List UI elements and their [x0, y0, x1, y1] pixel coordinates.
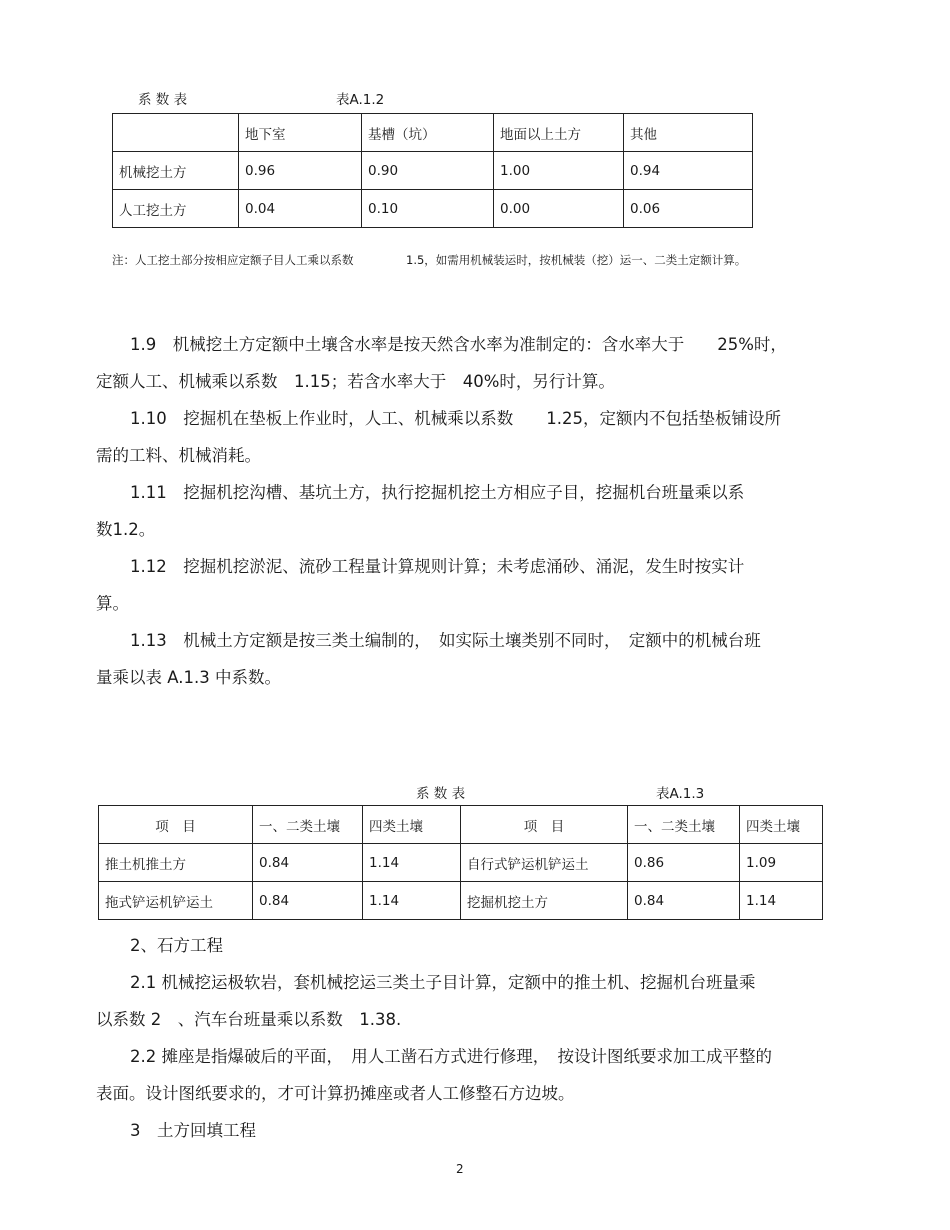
paragraph-line: 需的工料、机械消耗。 [96, 446, 261, 465]
row-label: 挖掘机挖土方 [461, 882, 628, 920]
table1-caption-right: 表A.1.2 [336, 92, 385, 108]
table-header-cell: 项 目 [461, 806, 628, 844]
table-header-cell: 地下室 [239, 114, 362, 152]
table-cell: 1.09 [740, 844, 823, 882]
table-cell: 0.96 [239, 152, 362, 190]
table-cell: 0.86 [628, 844, 740, 882]
paragraph-line: 1.9 机械挖土方定额中土壤含水率是按天然含水率为准制定的：含水率大于 25%时， [130, 335, 787, 354]
row-label: 自行式铲运机铲运土 [461, 844, 628, 882]
paragraph-line: 1.10 挖掘机在垫板上作业时，人工、机械乘以系数 1.25，定额内不包括垫板铺设所 [130, 409, 781, 428]
paragraph-1-10 [96, 400, 826, 474]
paragraph-1-11 [96, 474, 826, 548]
paragraph-line: 表面。设计图纸要求的，才可计算扔摊座或者人工修整石方边坡。 [96, 1084, 575, 1103]
table-cell: 0.90 [362, 152, 494, 190]
table-cell: 1.14 [363, 844, 461, 882]
paragraph-line: 2.2 摊座是指爆破后的平面， 用人工凿石方式进行修理， 按设计图纸要求加工成平整的 [130, 1047, 772, 1066]
table-cell: 0.94 [624, 152, 753, 190]
table2-caption-left: 系 数 表 [416, 786, 466, 802]
table-row [113, 152, 753, 190]
table-header-cell: 一、二类土壤 [628, 806, 740, 844]
table-header-cell: 项 目 [99, 806, 253, 844]
table2-caption-right: 表A.1.3 [656, 786, 705, 802]
paragraph-line: 算。 [96, 594, 129, 613]
table-header-cell: 四类土壤 [740, 806, 823, 844]
table-row [99, 844, 823, 882]
table1-note-part2: 1.5，如需用机械装运时，按机械装（挖）运一、二类土定额计算。 [406, 253, 747, 267]
paragraph-line: 数1.2。 [96, 520, 156, 539]
paragraph-line: 1.13 机械土方定额是按三类土编制的， 如实际土壤类别不同时， 定额中的机械台班 [130, 631, 761, 650]
page-number: 2 [456, 1162, 464, 1176]
paragraph-line: 1.11 挖掘机挖沟槽、基坑土方，执行挖掘机挖土方相应子目，挖掘机台班量乘以系 [130, 483, 745, 502]
table-row [99, 806, 823, 844]
table-header-cell: 其他 [624, 114, 753, 152]
row-label: 机械挖土方 [113, 152, 239, 190]
section-heading: 2、石方工程 [130, 936, 223, 955]
table-row [113, 114, 753, 152]
coefficient-table-a13 [98, 805, 823, 920]
table-cell [113, 114, 239, 152]
paragraph-line: 1.12 挖掘机挖淤泥、流砂工程量计算规则计算；未考虑涌砂、涌泥，发生时按实计 [130, 557, 745, 576]
paragraph-1-12 [96, 548, 826, 622]
table-header-cell: 一、二类土壤 [253, 806, 363, 844]
paragraph-1-9 [96, 326, 826, 400]
paragraph-line: 2.1 机械挖运极软岩，套机械挖运三类土子目计算，定额中的推土机、挖掘机台班量乘 [130, 973, 756, 992]
paragraph-line: 定额人工、机械乘以系数 1.15；若含水率大于 40%时，另行计算。 [96, 372, 615, 391]
table-cell: 0.84 [253, 844, 363, 882]
table-cell: 1.00 [494, 152, 624, 190]
section-2 [96, 927, 826, 1149]
row-label: 拖式铲运机铲运土 [99, 882, 253, 920]
table-cell: 0.84 [253, 882, 363, 920]
table-cell: 1.14 [363, 882, 461, 920]
coefficient-table-a12 [112, 113, 753, 228]
row-label: 人工挖土方 [113, 190, 239, 228]
table-header-cell: 基槽（坑） [362, 114, 494, 152]
paragraph-1-13 [96, 622, 826, 696]
paragraph-line: 以系数 2 、汽车台班量乘以系数 1.38. [96, 1010, 402, 1029]
table-cell: 0.84 [628, 882, 740, 920]
table-header-cell: 地面以上土方 [494, 114, 624, 152]
section-heading: 3 土方回填工程 [130, 1121, 256, 1140]
row-label: 推土机推土方 [99, 844, 253, 882]
table1-caption-left: 系 数 表 [138, 92, 188, 108]
table-cell: 0.10 [362, 190, 494, 228]
paragraph-line: 量乘以表 A.1.3 中系数。 [96, 668, 281, 687]
table-cell: 0.00 [494, 190, 624, 228]
table-cell: 0.06 [624, 190, 753, 228]
table-header-cell: 四类土壤 [363, 806, 461, 844]
table-row [99, 882, 823, 920]
table1-note-part1: 注：人工挖土部分按相应定额子目人工乘以系数 [112, 253, 354, 267]
table-cell: 1.14 [740, 882, 823, 920]
table-cell: 0.04 [239, 190, 362, 228]
table-row [113, 190, 753, 228]
